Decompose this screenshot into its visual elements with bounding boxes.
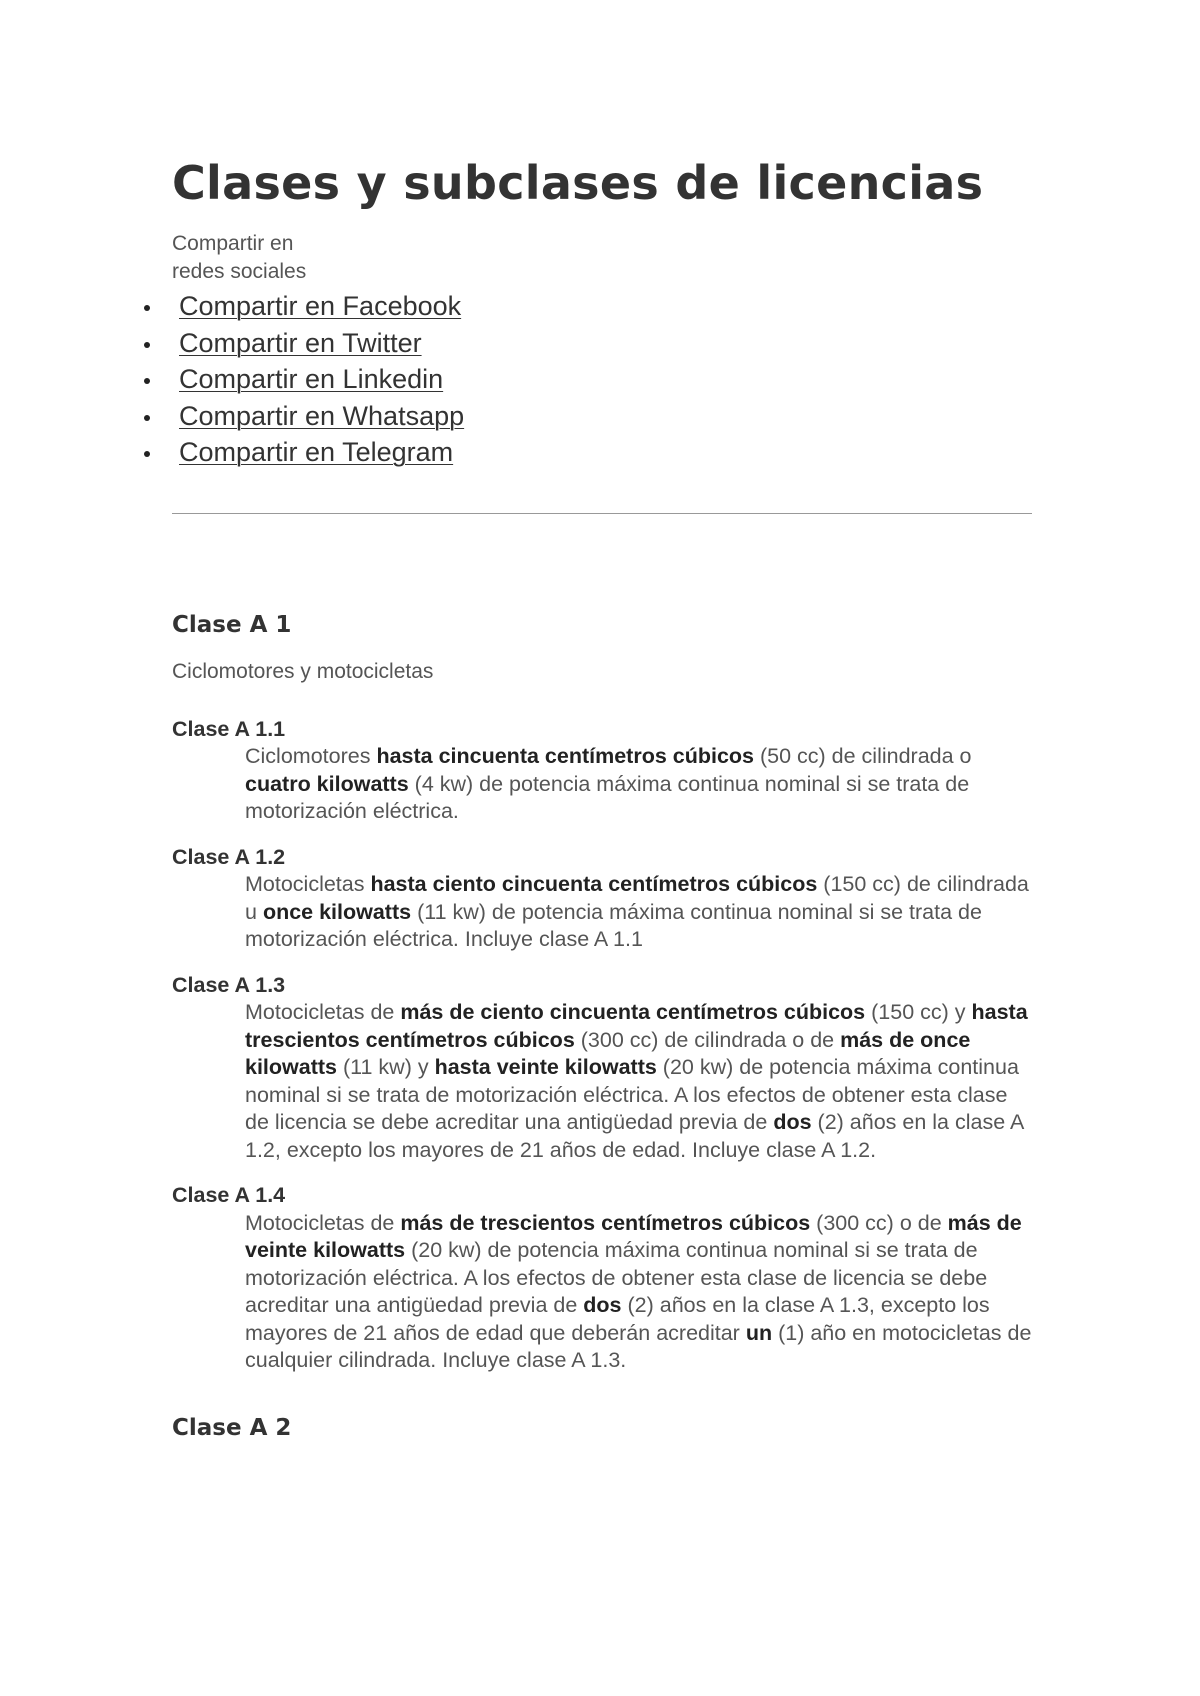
share-label-line-2: redes sociales [172, 260, 307, 283]
class-description: Motocicletas hasta ciento cincuenta centímetros cúbicos (150 cc) de cilindrada u once kilowatts (11 kw) de potencia máxima continua nominal si se trata de motorización eléctrica. Incluye clase A 1.1 [245, 872, 1029, 951]
section-heading-a1: Clase A 1 [172, 611, 292, 638]
share-links-list [172, 288, 1032, 471]
share-facebook-link[interactable]: Compartir en Facebook [179, 291, 462, 321]
share-item-telegram [172, 434, 1032, 471]
class-description: Motocicletas de más de ciento cincuenta centímetros cúbicos (150 cc) y hasta trescientos centímetros cúbicos (300 cc) de cilindrada o de más de once kilowatts (11 kw) y hasta veinte kilowatts (20 kw) de potencia máxima continua nominal si se trata de motorización eléctrica. A los efectos de obtener esta clase de licencia se debe acreditar una antigüedad previa de dos (2) años en la clase A 1.2, excepto los mayores de 21 años de edad. Incluye clase A 1.2. [245, 1000, 1028, 1162]
share-item-whatsapp [172, 398, 1032, 435]
class-description: Motocicletas de más de trescientos centímetros cúbicos (300 cc) o de más de veinte kilowatts (20 kw) de potencia máxima continua nominal si se trata de motorización eléctrica. A los efectos de obtener esta clase de licencia se debe acreditar una antigüedad previa de dos (2) años en la clase A 1.3, excepto los mayores de 21 años de edad que deberán acreditar un (1) año en motocicletas de cualquier cilindrada. Incluye clase A 1.3. [245, 1210, 1032, 1372]
class-title: Clase A 1.1 [172, 716, 286, 741]
share-label-line-1: Compartir en [172, 232, 294, 255]
share-whatsapp-link[interactable]: Compartir en Whatsapp [179, 400, 465, 431]
class-item-a1-2 [172, 844, 1032, 954]
class-description: Ciclomotores hasta cincuenta centímetros cúbicos (50 cc) de cilindrada o cuatro kilowatts (4 kw) de potencia máxima continua nominal si se trata de motorización eléctrica. [245, 744, 972, 823]
share-item-twitter [172, 325, 1032, 362]
share-item-linkedin [172, 361, 1032, 398]
class-title: Clase A 1.3 [172, 972, 286, 997]
class-item-a1-4 [172, 1182, 1032, 1375]
class-item-a1-3 [172, 972, 1032, 1165]
share-label [172, 230, 1032, 286]
page-title: Clases y subclases de licencias [172, 156, 984, 210]
share-linkedin-link[interactable]: Compartir en Linkedin [179, 364, 444, 394]
document-page [172, 150, 1032, 1443]
class-title: Clase A 1.4 [172, 1183, 286, 1207]
share-telegram-link[interactable]: Compartir en Telegram [179, 437, 454, 467]
section-heading-a2: Clase A 2 [172, 1414, 292, 1441]
share-twitter-link[interactable]: Compartir en Twitter [179, 327, 422, 358]
share-item-facebook [172, 288, 1032, 325]
class-list [172, 716, 1032, 1375]
class-title: Clase A 1.2 [172, 844, 286, 869]
class-item-a1-1 [172, 716, 1032, 826]
section-divider [172, 513, 1032, 514]
section-description-a1: Ciclomotores y motocicletas [172, 659, 434, 683]
